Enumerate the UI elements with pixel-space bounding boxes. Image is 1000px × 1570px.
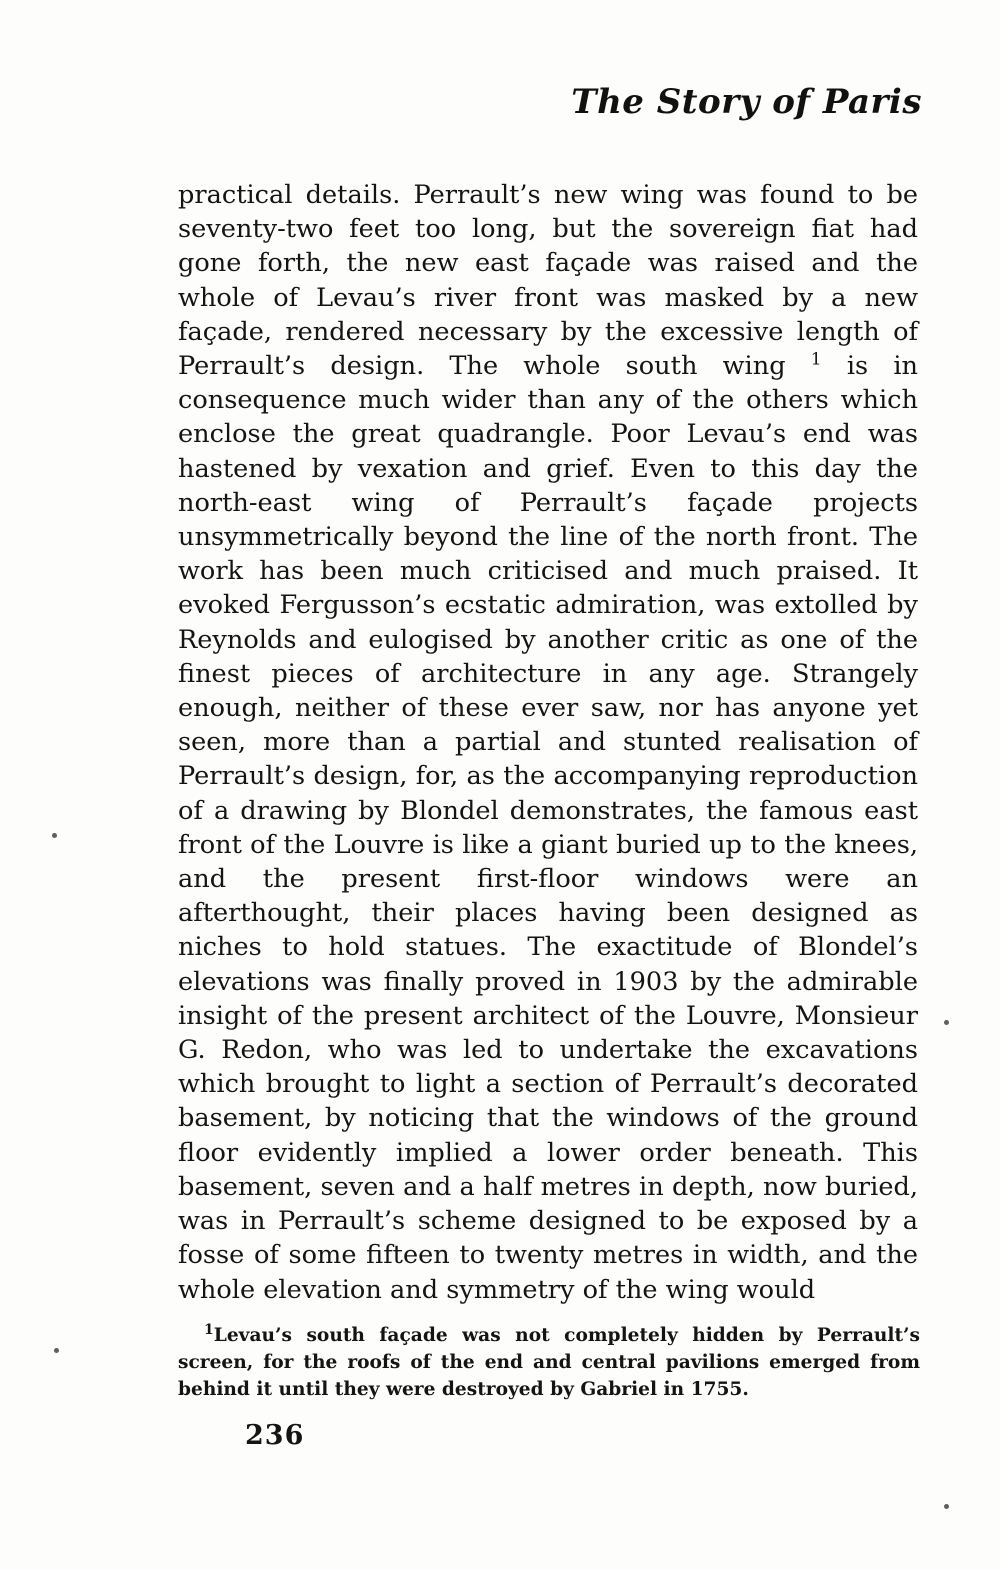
paper-speck-icon bbox=[54, 1348, 59, 1353]
footnote-block bbox=[178, 1322, 920, 1403]
footnote-number: 1 bbox=[204, 1321, 214, 1338]
page-number: 236 bbox=[245, 1420, 305, 1451]
body-paragraph bbox=[178, 178, 918, 1307]
body-text-block bbox=[178, 178, 918, 1307]
footnote-text: Levau’s south façade was not completely hidden by Perrault’s screen, for the roofs of the end and central pavilions emerged from behind it until they were destroyed by Gabriel in 1755. bbox=[178, 1325, 920, 1400]
body-text-after-footnote-marker: is in consequence much wider than any of the others which enclose the great quadrangle. Poor Levau’s end was hastened by vexation and grief. Even to this day the north-east wing of Perrault’s façade projects unsymmetrically beyond the line of the north front. The work has been much criticised and much praised. It evoked Fergusson’s ecstatic admiration, was extolled by Reynolds and eulogised by another critic as one of the finest pieces of architecture in any age. Strangely enough, neither of these ever saw, nor has anyone yet seen, more than a partial and stunted realisation of Perrault’s design, for, as the accompanying reproduction of a drawing by Blondel demonstrates, the famous east front of the Louvre is like a giant buried up to the knees, and the present first-floor windows were an afterthought, their places having been designed as niches to hold statues. The exactitude of Blondel’s elevations was finally proved in 1903 by the admirable insight of the present architect of the Louvre, Monsieur G. Redon, who was led to undertake the excavations which brought to light a section of Perrault’s decorated basement, by noticing that the windows of the ground floor evidently implied a lower order beneath. This basement, seven and a half metres in depth, now buried, was in Perrault’s scheme designed to be exposed by a fosse of some fifteen to twenty metres in width, and the whole elevation and symmetry of the wing would bbox=[178, 351, 919, 1305]
footnote-reference-marker: 1 bbox=[810, 349, 822, 370]
running-head: The Story of Paris bbox=[571, 82, 922, 122]
paper-speck-icon bbox=[944, 1020, 949, 1025]
body-text-before-footnote-marker: practical details. Perrault’s new wing was found to be seventy-two feet too long, but the sovereign fiat had gone forth, the new east façade was raised and the whole of Levau’s river front was masked by a new façade, rendered necessary by the excessive length of Perrault’s design. The whole south wing bbox=[178, 180, 918, 382]
paper-speck-icon bbox=[944, 1504, 949, 1509]
paper-speck-icon bbox=[52, 833, 57, 838]
